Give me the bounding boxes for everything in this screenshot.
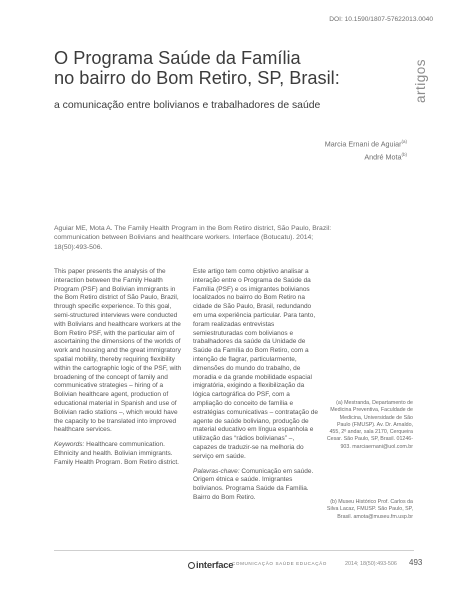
keywords-portuguese-values: Comunicação em saúde. Origem étnica e saúde. Imigrantes bolivianos. Programa Saúde da Família. Bairro do Bom Retiro.: [193, 467, 314, 501]
journal-tagline: COMUNICAÇÃO SAÚDE EDUCAÇÃO: [232, 561, 327, 566]
journal-logo-text: interface: [196, 559, 234, 570]
article-subtitle: a comunicação entre bolivianos e trabalhadores de saúde: [54, 100, 321, 111]
section-label: artigos: [413, 58, 428, 104]
author-2-mark: (b): [401, 152, 407, 158]
footer-divider: [54, 550, 414, 551]
issue-info: 2014; 18(50):493-506: [345, 561, 397, 567]
journal-logo: [188, 559, 233, 570]
abstract-english-text: This paper presents the analysis of the interaction between the Family Health Program (PSF) and Bolivian immigrants in the Bom Retiro district of São Paulo, Brazil, through specific experience. To this goal, semi-structured interviews were conducted with Bolivians and healthcare workers at the Bom Retiro PSF, with the particular aim of ascertaining the dimensions of the worlds of work and housing and the great immigratory spatial mobility, thereby requiring flexibility within the cartographic logic of the PSF, with broadening of the concept of family and communicative strategies – hiring of a Bolivian healthcare agent, production of educational material in Spanish and use of Bolivian radio stations –, which would have the capacity to be translated into improved healthcare services.: [54, 268, 182, 434]
article-title: [54, 48, 384, 88]
citation: Aguiar ME, Mota A. The Family Health Program in the Bom Retiro district, São Paulo, Brazil: communication between Bolivians and healthcare workers. Interface (Botucatu). 2014; 18(50):493-506.: [54, 225, 332, 251]
abstract-english: [54, 268, 182, 474]
keywords-english: [54, 441, 182, 467]
logo-mark-icon: [188, 562, 195, 569]
author-2-name: André Mota: [364, 152, 402, 162]
author-list: [167, 136, 407, 163]
abstract-portuguese: [193, 268, 320, 509]
affiliation-b: (b) Museu Histórico Prof. Carlos da Silva Lacaz, FMUSP. São Paulo, SP, Brasil. amota@museu.fm.usp.br: [326, 499, 413, 520]
title-line-1: O Programa Saúde da Família: [54, 48, 301, 68]
page-number: 493: [409, 558, 423, 567]
keywords-english-values: Healthcare communication. Ethnicity and health. Bolivian immigrants. Family Health Program. Bom Retiro district.: [54, 441, 179, 466]
author-1: [167, 136, 407, 149]
author-2: [167, 149, 407, 162]
abstract-portuguese-text: Este artigo tem como objetivo analisar a interação entre o Programa de Saúde da Família (PSF) e os imigrantes bolivianos localizados no bairro do Bom Retiro na cidade de São Paulo, Brasil, redundando em uma experiência particular. Para tanto, foram realizadas entrevistas semiestruturadas com bolivianos e trabalhadores da saúde da Unidade de Saúde da Família do Bom Retiro, com a intenção de flagrar, particularmente, dimensões do mundo do trabalho, de moradia e da grande mobilidade espacial imigratória, exigindo a flexibilização da lógica cartográfica do PSF, com a ampliação do conceito de família e estratégias comunicativas – contratação de agente de saúde boliviano, produção de material educativo em língua espanhola e utilização das “rádios bolivianas” –, capazes de traduzir-se na melhoria do serviço em saúde.: [193, 268, 319, 460]
doi-label: DOI: 10.1590/1807-57622013.0040: [329, 16, 433, 23]
author-1-mark: (a): [401, 139, 407, 144]
title-line-2: no bairro do Bom Retiro, SP, Brasil:: [54, 68, 340, 88]
affiliation-a: (a) Mestranda, Departamento de Medicina Preventiva, Faculdade de Medicina, Universidade de São Paulo (FMUSP). Av. Dr. Arnaldo, 455, 2º andar, sala 2170, Cerqueira Cesar. São Paulo, SP, Brasil. 01246-903. marciaernani@uol.com.br: [326, 400, 413, 450]
keywords-english-label: Keywords:: [54, 441, 85, 449]
keywords-portuguese-label: Palavras-chave:: [193, 467, 240, 475]
keywords-portuguese: [193, 468, 320, 503]
author-1-name: Marcia Ernani de Aguiar: [324, 139, 402, 149]
